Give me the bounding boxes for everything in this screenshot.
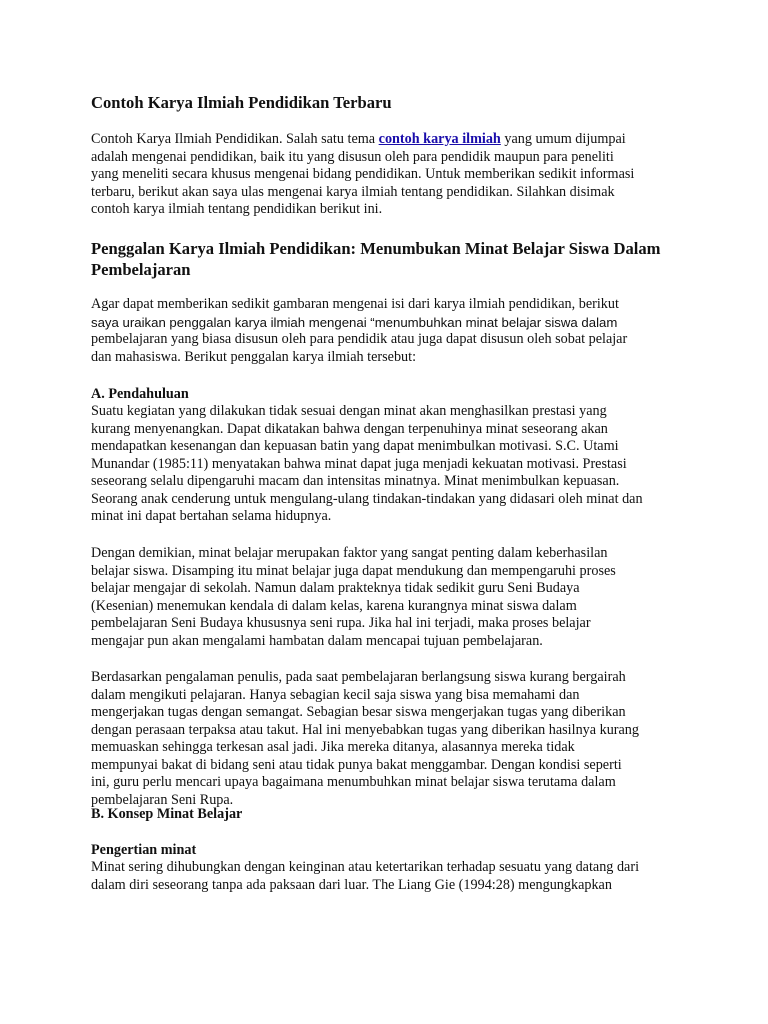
section-heading-line: Penggalan Karya Ilmiah Pendidikan: Menumbukan Minat Belajar Siswa Dalam [91,239,661,258]
intro-text-before-link: Contoh Karya Ilmiah Pendidikan. Salah satu tema [91,131,379,147]
paragraph-line: pembelajaran Seni Rupa. [91,791,234,808]
section-a-paragraph-3 [91,669,691,809]
paragraph-line: ini, guru perlu mencari upaya bagaimana menumbuhkan minat belajar siswa terutama dalam [91,774,616,790]
paragraph-line: memuaskan sehingga terkesan asal jadi. Jika mereka ditanya, alasannya mereka tidak [91,739,575,755]
section-a-paragraph-1 [91,403,691,526]
page-title: Contoh Karya Ilmiah Pendidikan Terbaru [91,93,392,112]
section-heading-line: Pembelajaran [91,259,191,279]
section-a-heading: A. Pendahuluan [91,386,189,402]
paragraph-line: Minat sering dihubungkan dengan keinginan atau ketertarikan terhadap sesuatu yang datang dari [91,859,640,875]
intro-line: contoh karya ilmiah tentang pendidikan berikut ini. [91,201,383,217]
section-heading [91,239,691,280]
paragraph-line: Berdasarkan pengalaman penulis, pada saat pembelajaran berlangsung siswa kurang bergairah [91,669,626,685]
contoh-karya-ilmiah-link[interactable]: contoh karya ilmiah [378,131,501,147]
agar-line: dan mahasiswa. Berikut penggalan karya ilmiah tersebut: [91,348,417,365]
section-b-heading: B. Konsep Minat Belajar [91,806,243,822]
paragraph-line: Seorang anak cenderung untuk mengulang-ulang tindakan-tindakan yang didasari oleh minat dan [91,490,643,507]
paragraph-line: dalam mengikuti pelajaran. Hanya sebagian kecil saja siswa yang bisa memahami dan [91,686,580,703]
section-b-paragraph [91,859,691,894]
paragraph-line: mengerjakan tugas dengan semangat. Sebagian besar siswa mengerjakan tugas yang diberikan [91,704,626,720]
paragraph-line: Munandar (1985:11) menyatakan bahwa minat dapat juga menjadi kekuatan motivasi. Prestasi [91,455,627,472]
intro-line: yang meneliti secara khusus mengenai bidang pendidikan. Untuk memberikan sedikit informasi [91,166,635,182]
agar-line: pembelajaran yang biasa disusun oleh para pendidik atau juga dapat disusun oleh sobat pelajar [91,331,628,347]
intro-text-after-link: yang umum dijumpai [500,131,626,147]
section-b-subheading: Pengertian minat [91,842,197,858]
paragraph-line: seseorang selalu dipengaruhi macam dan intensitas minatnya. Minat menimbulkan kepuasan. [91,473,620,489]
paragraph-line: belajar mengajar di sekolah. Namun dalam prakteknya tidak sedikit guru Seni Budaya [91,580,580,596]
section-a-paragraph-2 [91,545,691,650]
intro-line [91,131,691,149]
paragraph-line: mempunyai bakat di bidang seni atau tidak punya bakat menggambar. Dengan kondisi seperti [91,756,622,773]
paragraph-line: kurang menyenangkan. Dapat dikatakan bahwa dengan terpenuhinya minat seseorang akan [91,420,608,437]
paragraph-line: mengajar pun akan mengalami hambatan dalam mencapai tujuan pembelajaran. [91,632,543,649]
paragraph-line: minat ini dapat bertahan selama hidupnya. [91,508,332,524]
intro-line: terbaru, berikut akan saya ulas mengenai karya ilmiah tentang pendidikan. Silahkan disimak [91,183,615,200]
paragraph-line: mendapatkan kesenangan dan kepuasan batin yang dapat menimbulkan motivasi. S.C. Utami [91,438,619,454]
paragraph-line: belajar siswa. Disamping itu minat belajar juga dapat mendukung dan mempengaruhi proses [91,562,616,579]
agar-line: Agar dapat memberikan sedikit gambaran mengenai isi dari karya ilmiah pendidikan, berikut [91,296,619,312]
agar-line: saya uraikan penggalan karya ilmiah mengenai “menumbuhkan minat belajar siswa dalam [91,314,618,330]
paragraph-line: Dengan demikian, minat belajar merupakan faktor yang sangat penting dalam keberhasilan [91,545,608,561]
paragraph-line: (Kesenian) menemukan kendala di dalam kelas, karena kurangnya minat siswa dalam [91,597,577,614]
paragraph-line: dengan perasaan terpaksa atau takut. Hal ini menyebabkan tugas yang diberikan hasilnya kurang [91,721,639,738]
intro-line: adalah mengenai pendidikan, baik itu yang disusun oleh para pendidik maupun para peneliti [91,148,614,165]
intro-paragraph [91,131,691,219]
paragraph-line: dalam diri seseorang tanpa ada paksaan dari luar. The Liang Gie (1994:28) mengungkapkan [91,876,612,893]
agar-paragraph [91,296,691,366]
paragraph-line: Suatu kegiatan yang dilakukan tidak sesuai dengan minat akan menghasilkan prestasi yang [91,403,607,419]
paragraph-line: pembelajaran Seni Budaya khususnya seni rupa. Jika hal ini terjadi, maka proses belajar [91,615,591,631]
